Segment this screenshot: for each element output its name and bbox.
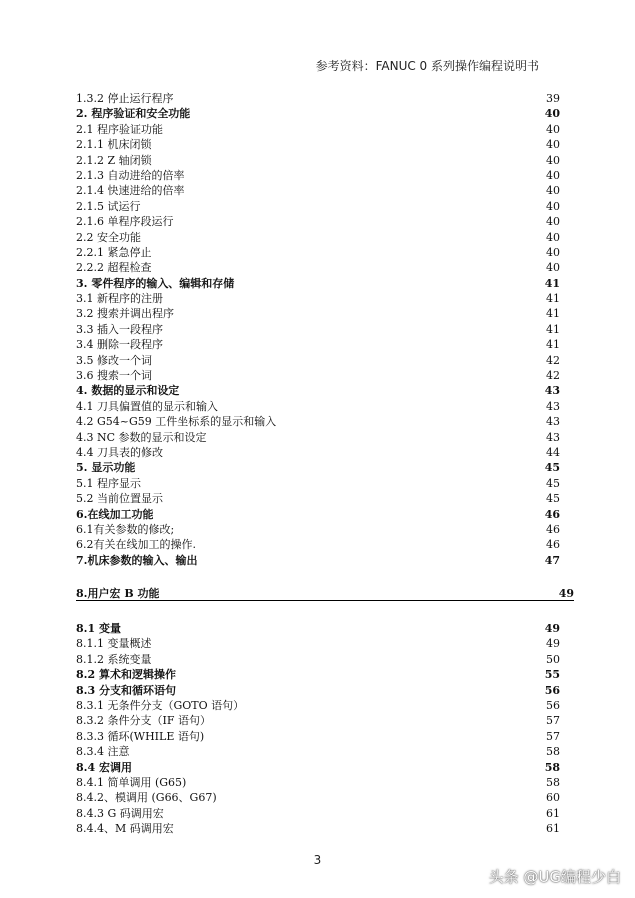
toc-entry-page: 60: [546, 791, 560, 805]
toc-entry-label: 8.4.1 简单调用 (G65): [76, 775, 187, 789]
toc-entry-label: 6.1有关参数的修改;: [76, 522, 175, 536]
toc-entry-label: 3.5 修改一个词: [76, 353, 152, 367]
toc-entry: [76, 652, 560, 667]
toc-entry: [76, 122, 560, 137]
toc-entry: [76, 744, 560, 759]
toc-entry: [76, 537, 560, 552]
toc-entry-page: 46: [546, 538, 560, 552]
toc-entry: [76, 368, 560, 383]
toc-chapter8-heading: [76, 585, 574, 601]
toc-entry-page: 40: [546, 245, 560, 259]
toc-entry-page: 40: [546, 138, 560, 152]
toc-entry-label: 2.2 安全功能: [76, 230, 141, 244]
toc-entry-page: 56: [546, 698, 560, 712]
toc-entry-page: 41: [544, 276, 560, 290]
toc-entry-page: 40: [546, 261, 560, 275]
toc-entry: [76, 621, 560, 636]
toc-entry: [76, 322, 560, 337]
toc-entry: [76, 399, 560, 414]
document-header: 参考资料：FANUC 0 系列操作编程说明书: [315, 59, 539, 73]
toc-entry-page: 45: [544, 461, 560, 475]
toc-entry: [76, 137, 560, 152]
toc-entry-label: 8.3.2 条件分支（IF 语句）: [76, 714, 211, 728]
toc-entry-page: 40: [546, 230, 560, 244]
toc-entry: [76, 667, 560, 682]
toc-entry-page: 49: [558, 587, 574, 600]
toc-entry: [76, 168, 560, 183]
toc-entry-page: 46: [546, 522, 560, 536]
toc-entry-page: 40: [546, 153, 560, 167]
toc-entry-label: 8.4.2、模调用 (G66、G67): [76, 791, 217, 805]
toc-entry: [76, 476, 560, 491]
toc-entry-label: 8.4 宏调用: [76, 760, 132, 774]
toc-entry-page: 43: [544, 384, 560, 398]
toc-entry: [76, 430, 560, 445]
toc-entry-label: 3.4 删除一段程序: [76, 338, 163, 352]
toc-entry-label: 8.3.1 无条件分支（GOTO 语句）: [76, 698, 245, 712]
toc-entry-page: 40: [546, 199, 560, 213]
toc-entry-label: 2.1.5 试运行: [76, 199, 141, 213]
toc-entry-page: 45: [546, 476, 560, 490]
toc-entry-label: 2.1.1 机床闭锁: [76, 138, 152, 152]
toc-entry: [76, 806, 560, 821]
page-number: 3: [313, 853, 322, 867]
toc-entry: [76, 414, 560, 429]
toc-entry: [76, 713, 560, 728]
toc-entry-label: 3.2 搜索并调出程序: [76, 307, 174, 321]
toc-entry-label: 2.1.3 自动进给的倍率: [76, 168, 185, 182]
toc-entry-label: 4.4 刀具表的修改: [76, 445, 163, 459]
toc-entry-page: 49: [546, 637, 560, 651]
toc-entry: [76, 260, 560, 275]
toc-entry: [76, 460, 560, 475]
toc-entry-page: 40: [546, 215, 560, 229]
toc-entry: [76, 698, 560, 713]
toc-entry: [76, 821, 560, 836]
toc-entry-label: 1.3.2 停止运行程序: [76, 92, 174, 105]
toc-entry-label: 4.1 刀具偏置值的显示和输入: [76, 399, 218, 413]
toc-entry: [76, 445, 560, 460]
toc-entry: [76, 291, 560, 306]
toc-entry-page: 57: [546, 714, 560, 728]
toc-entry-label: 2.1.4 快速进给的倍率: [76, 184, 185, 198]
toc-entry-page: 40: [546, 184, 560, 198]
toc-entry: [76, 636, 560, 651]
toc-entry-label: 5.1 程序显示: [76, 476, 141, 490]
toc-entry-page: 41: [546, 307, 560, 321]
toc-entry-label: 8.用户宏 B 功能: [76, 587, 160, 600]
toc-entry-label: 8.3.4 注意: [76, 745, 130, 759]
toc-entry-page: 58: [544, 760, 560, 774]
toc-entry-page: 55: [544, 668, 560, 682]
toc-entry-label: 4.3 NC 参数的显示和设定: [76, 430, 207, 444]
toc-entry-label: 8.4.4、M 码调用宏: [76, 822, 174, 836]
toc-entry-label: 2. 程序验证和安全功能: [76, 107, 191, 121]
toc-list-part2: [76, 621, 560, 836]
toc-entry-label: 2.1.2 Z 轴闭锁: [76, 153, 152, 167]
toc-entry-label: 2.2.1 紧急停止: [76, 245, 152, 259]
toc-entry-page: 50: [546, 652, 560, 666]
toc-entry: [76, 522, 560, 537]
toc-entry-page: 61: [546, 822, 560, 836]
toc-entry-label: 8.4.3 G 码调用宏: [76, 806, 164, 820]
toc-entry-label: 6.2有关在线加工的操作.: [76, 538, 196, 552]
toc-entry-page: 42: [546, 369, 560, 383]
toc-entry-label: 3. 零件程序的输入、编辑和存储: [76, 276, 235, 290]
toc-entry: [76, 276, 560, 291]
toc-entry: [76, 507, 560, 522]
toc-entry: [76, 106, 560, 121]
toc-entry: [76, 775, 560, 790]
toc-entry-page: 44: [546, 445, 560, 459]
toc-entry: [76, 337, 560, 352]
toc-entry: [76, 199, 560, 214]
toc-entry-page: 47: [544, 553, 560, 567]
toc-entry-label: 6.在线加工功能: [76, 507, 154, 521]
toc-entry: [76, 153, 560, 168]
toc-entry-page: 41: [546, 338, 560, 352]
toc-entry-label: 3.1 新程序的注册: [76, 292, 163, 306]
toc-entry-label: 3.3 插入一段程序: [76, 322, 163, 336]
toc-entry: [76, 183, 560, 198]
toc-entry-label: 8.3.3 循环(WHILE 语句): [76, 729, 205, 743]
watermark: 头条 @UG编程少白: [488, 868, 621, 886]
toc-entry-label: 3.6 搜索一个词: [76, 369, 152, 383]
toc-entry-page: 41: [546, 322, 560, 336]
toc-entry: [76, 306, 560, 321]
toc-entry: [76, 729, 560, 744]
toc-entry-page: 39: [546, 92, 560, 105]
toc-entry: [76, 790, 560, 805]
toc-entry-page: 43: [546, 399, 560, 413]
toc-entry: [76, 245, 560, 260]
toc-entry-label: 4. 数据的显示和设定: [76, 384, 180, 398]
toc-entry-page: 58: [546, 775, 560, 789]
toc-entry-page: 40: [546, 168, 560, 182]
toc-entry-label: 8.1.2 系统变量: [76, 652, 152, 666]
toc-entry: [76, 91, 560, 106]
toc-entry-label: 8.2 算术和逻辑操作: [76, 668, 176, 682]
toc-entry: [76, 683, 560, 698]
toc-entry-page: 42: [546, 353, 560, 367]
toc-entry: [76, 383, 560, 398]
toc-entry-page: 56: [544, 683, 560, 697]
toc-entry-page: 46: [544, 507, 560, 521]
toc-entry-page: 43: [546, 430, 560, 444]
toc-entry-page: 61: [546, 806, 560, 820]
toc-entry-page: 45: [546, 492, 560, 506]
toc-entry-page: 43: [546, 415, 560, 429]
toc-entry-page: 40: [544, 107, 560, 121]
toc-entry-label: 8.1 变量: [76, 622, 121, 635]
toc-entry-label: 8.3 分支和循环语句: [76, 683, 176, 697]
toc-entry-page: 58: [546, 745, 560, 759]
toc-entry-page: 41: [546, 292, 560, 306]
toc-entry: [76, 214, 560, 229]
toc-entry: [76, 760, 560, 775]
toc-entry-label: 8.1.1 变量概述: [76, 637, 152, 651]
toc-entry: [76, 553, 560, 568]
toc-list-part1: [76, 91, 560, 568]
toc-entry-label: 5.2 当前位置显示: [76, 492, 163, 506]
toc-entry-label: 5. 显示功能: [76, 461, 136, 475]
toc-entry: [76, 230, 560, 245]
toc-entry-label: 2.1.6 单程序段运行: [76, 215, 174, 229]
toc-entry-label: 7.机床参数的输入、输出: [76, 553, 198, 567]
toc-entry-page: 40: [546, 122, 560, 136]
toc-entry-label: 2.2.2 超程检查: [76, 261, 152, 275]
toc-entry-page: 57: [546, 729, 560, 743]
toc-entry: [76, 353, 560, 368]
toc-entry-label: 4.2 G54~G59 工件坐标系的显示和输入: [76, 415, 277, 429]
toc-entry-label: 2.1 程序验证功能: [76, 122, 163, 136]
toc-entry-page: 49: [544, 622, 560, 635]
toc-entry: [76, 491, 560, 506]
